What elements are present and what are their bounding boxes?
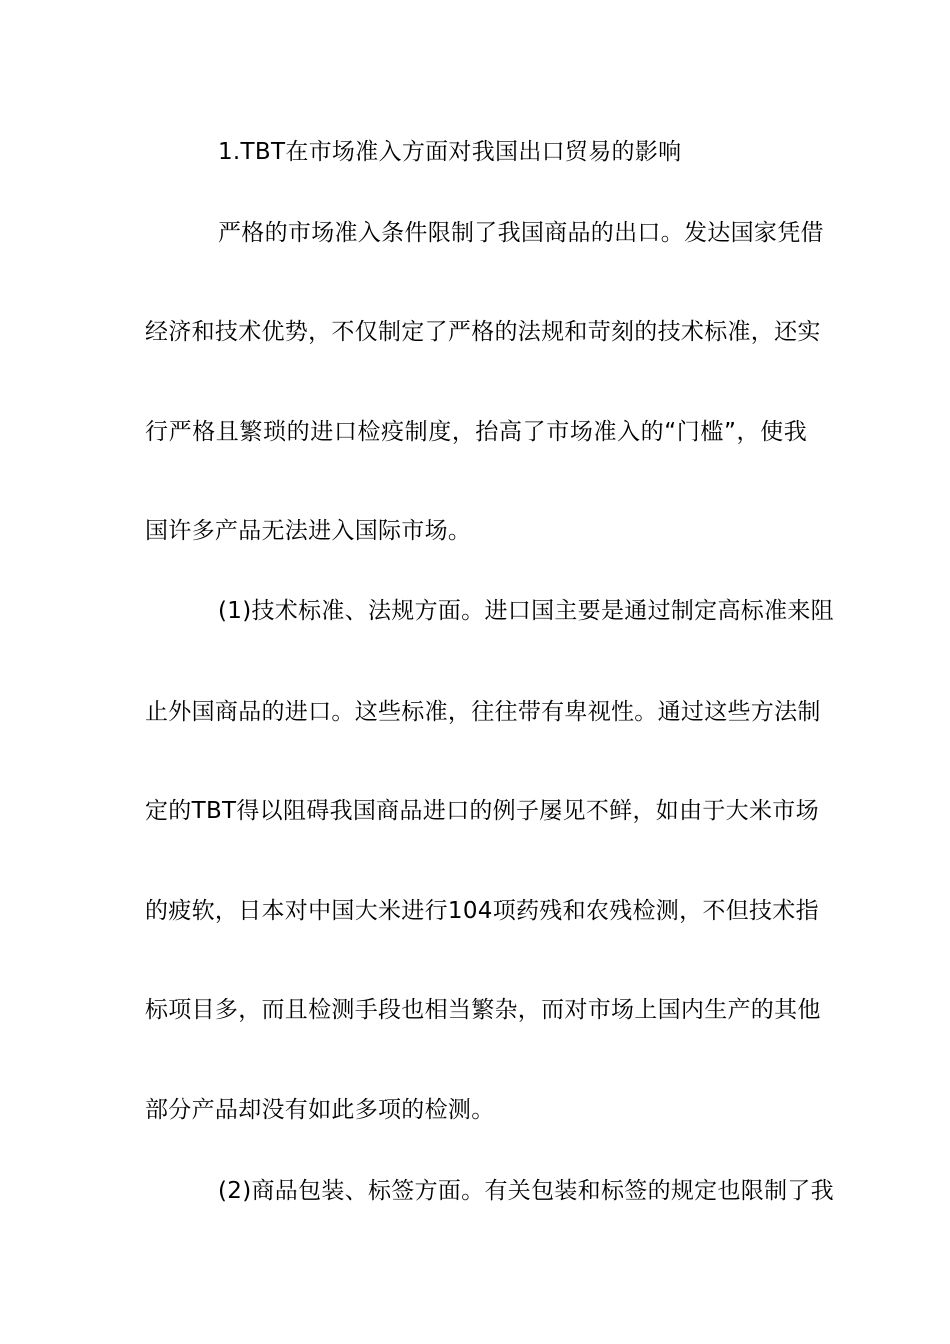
paragraph-1-line-2: 经济和技术优势，不仅制定了严格的法规和苛刻的技术标准，还实 (145, 319, 821, 345)
paragraph-2-line-4: 的疲软，日本对中国大米进行104项药残和农残检测，不但技术指 (145, 898, 819, 924)
paragraph-1-line-3: 行严格且繁琐的进口检疫制度，抬高了市场准入的“门槛”，使我 (145, 419, 807, 445)
paragraph-3-line-1: (2)商品包装、标签方面。有关包装和标签的规定也限制了我 (218, 1178, 834, 1204)
paragraph-1-line-1: 严格的市场准入条件限制了我国商品的出口。发达国家凭借 (218, 220, 824, 246)
paragraph-2-line-3: 定的TBT得以阻碍我国商品进口的例子屡见不鲜，如由于大米市场 (145, 798, 819, 824)
paragraph-1-line-4: 国许多产品无法进入国际市场。 (145, 518, 472, 544)
paragraph-2-line-1: (1)技术标准、法规方面。进口国主要是通过制定高标准来阻 (218, 598, 834, 624)
paragraph-2-line-5: 标项目多，而且检测手段也相当繁杂，而对市场上国内生产的其他 (145, 997, 821, 1023)
paragraph-2-line-6: 部分产品却没有如此多项的检测。 (145, 1097, 495, 1123)
section-heading: 1.TBT在市场准入方面对我国出口贸易的影响 (218, 139, 682, 165)
paragraph-2-line-2: 止外国商品的进口。这些标准，往往带有卑视性。通过这些方法制 (145, 699, 821, 725)
